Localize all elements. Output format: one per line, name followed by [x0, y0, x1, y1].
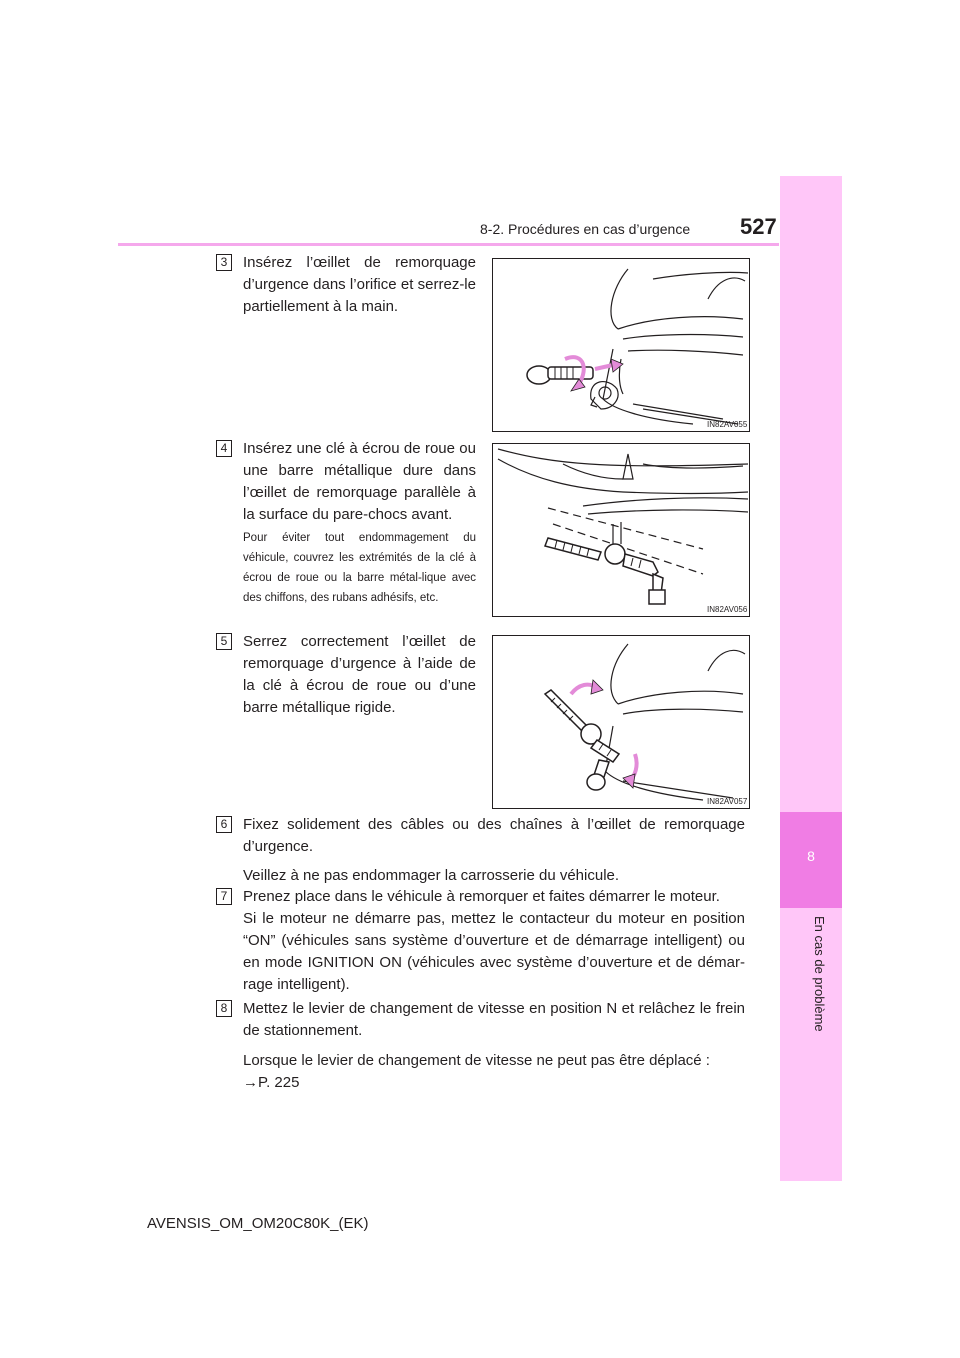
step-badge-7: 7: [216, 888, 232, 905]
step-8-note: Lorsque le levier de changement de vitesse ne peut pas être déplacé :: [243, 1052, 710, 1069]
step-4-text: Insérez une clé à écrou de roue ou une barre métallique dure dans l’œillet de remorquage parallèle à la surface du pare-chocs avant.: [243, 440, 476, 523]
step-5-text: Serrez correctement l’œillet de remorquage d’urgence à l’aide de la clé à écrou de roue ou d’une barre métallique rigide.: [243, 633, 476, 716]
page-reference-link[interactable]: →P. 225: [243, 1074, 300, 1091]
step-8-text: Mettez le levier de changement de vitesse en position N et relâchez le frein de stationnement.: [243, 1000, 745, 1039]
step-badge-6: 6: [216, 816, 232, 833]
figure-code-3: IN82AV055: [707, 420, 748, 429]
header-rule: [118, 243, 779, 246]
step-badge-5: 5: [216, 633, 232, 650]
step-4-note: Pour éviter tout endommagement du véhicule, couvrez les extrémités de la clé à écrou de roue ou la barre métal-lique avec des chiffons, des rubans adhésifs, etc.: [243, 532, 476, 604]
page-number: 527: [740, 214, 777, 239]
step-7-text: Prenez place dans le véhicule à remorquer et faites démarrer le moteur.: [243, 888, 720, 905]
figure-step-5: [492, 635, 750, 809]
step-7-note: Si le moteur ne démarre pas, mettez le contacteur du moteur en position “ON” (véhicules sans système d’ouverture et de démarrage intelligent) ou en mode IGNITION ON (véhicules avec système d’ouverture et de démar-rage intelligent).: [243, 910, 745, 993]
wrench-insert-illustration: [493, 444, 749, 616]
document-footer: AVENSIS_OM_OM20C80K_(EK): [147, 1215, 369, 1232]
step-badge-4: 4: [216, 440, 232, 457]
figure-code-5: IN82AV057: [707, 797, 748, 806]
figure-code-4: IN82AV056: [707, 605, 748, 614]
chapter-number: 8: [807, 848, 815, 864]
chapter-title: En cas de problème: [812, 916, 827, 1032]
tow-eyelet-insert-illustration: [493, 259, 749, 431]
step-3-text: Insérez l’œillet de remorquage d’urgence dans l’orifice et serrez-le partiellement à la main.: [243, 254, 476, 315]
figure-step-3: [492, 258, 750, 432]
step-6-note: Veillez à ne pas endommager la carrosserie du véhicule.: [243, 867, 620, 884]
wrench-tighten-illustration: [493, 636, 749, 808]
figure-step-4: [492, 443, 750, 617]
step-badge-3: 3: [216, 254, 232, 271]
section-title: 8-2. Procédures en cas d’urgence: [480, 221, 691, 237]
step-6-text: Fixez solidement des câbles ou des chaînes à l’œillet de remorquage d’urgence.: [243, 816, 745, 855]
step-badge-8: 8: [216, 1000, 232, 1017]
